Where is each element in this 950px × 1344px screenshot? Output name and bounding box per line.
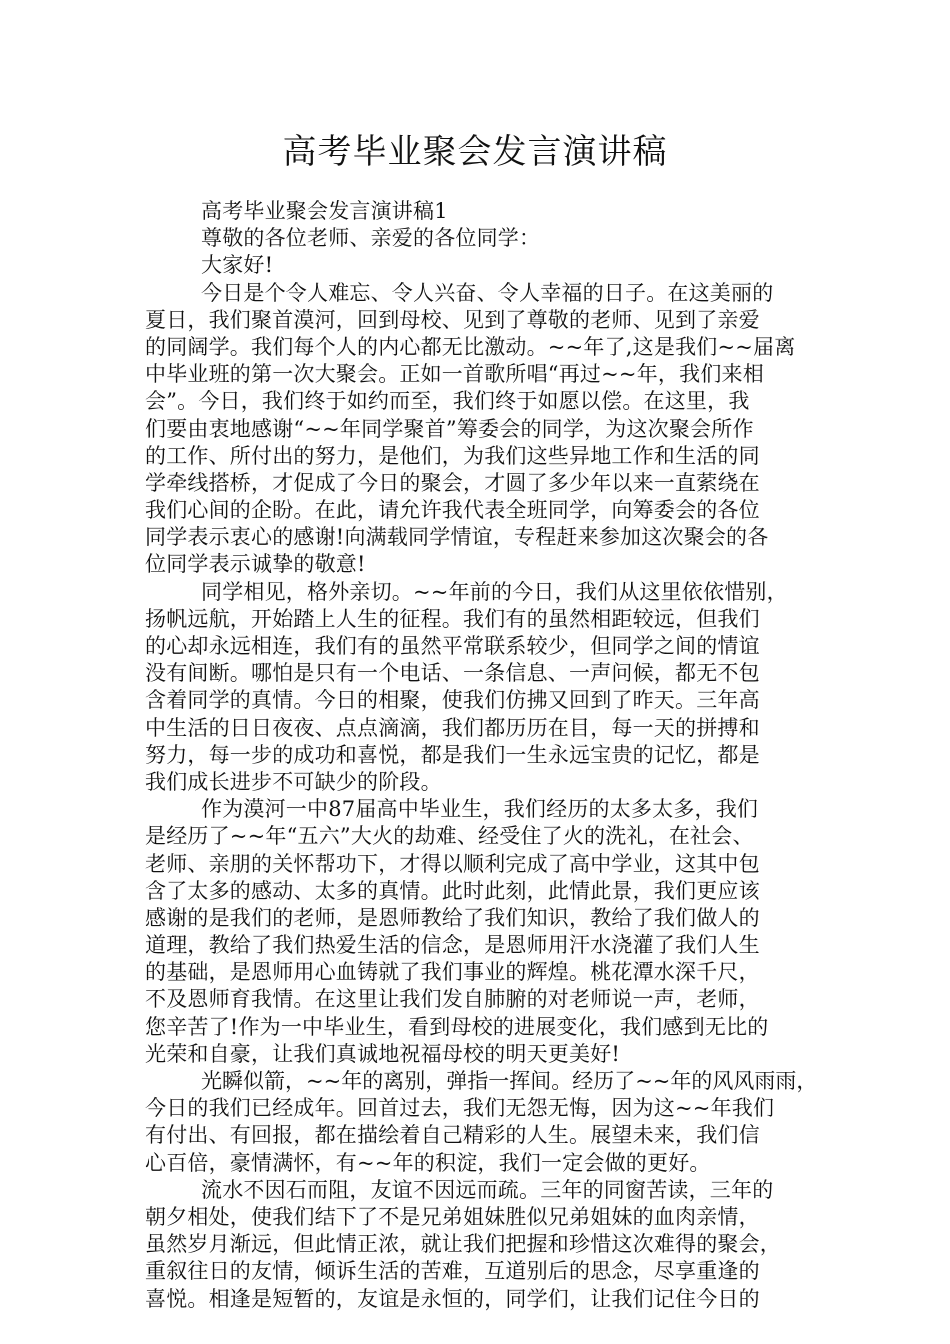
text-line: 心百倍，豪情满怀，有~~年的积淀，我们一定会做的更好。	[145, 1150, 711, 1175]
text-line: 虽然岁月渐远，但此情正浓，就让我们把握和珍惜这次难得的聚会，	[145, 1232, 781, 1257]
text-line: 是经历了~~年“五六”大火的劫难、经受住了火的洗礼，在社会、	[145, 824, 754, 849]
text-line: 您辛苦了!作为一中毕业生，看到母校的进展变化，我们感到无比的	[145, 1014, 769, 1039]
text-line: 的同阔学。我们每个人的内心都无比激动。~~年了,这是我们~~届离	[145, 334, 796, 359]
text-line: 扬帆远航，开始踏上人生的征程。我们有的虽然相距较远，但我们	[145, 606, 760, 631]
text-line: 道理，教给了我们热爱生活的信念，是恩师用汗水浇灌了我们人生	[145, 933, 760, 958]
text-line: 的基础，是恩师用心血铸就了我们事业的辉煌。桃花潭水深千尺，	[145, 960, 760, 985]
text-line: 中生活的日日夜夜、点点滴滴，我们都历历在目，每一天的拼搏和	[145, 715, 760, 740]
text-line: 含着同学的真情。今日的相聚，使我们仿拂又回到了昨天。三年高	[145, 688, 760, 713]
text-line: 尊敬的各位老师、亲爱的各位同学：	[201, 226, 541, 251]
text-line: 不及恩师育我情。在这里让我们发自肺腑的对老师说一声，老师，	[145, 987, 760, 1012]
text-line: 们要由衷地感谢“~~年同学聚首”筹委会的同学，为这次聚会所作	[145, 416, 754, 441]
text-line: 学牵线搭桥，才促成了今日的聚会，才圆了多少年以来一直萦绕在	[145, 470, 760, 495]
text-line: 夏日，我们聚首漠河，回到母校、见到了尊敬的老师、见到了亲爱	[145, 307, 760, 332]
text-line: 大家好!	[201, 253, 274, 278]
text-line: 有付出、有回报，都在描绘着自己精彩的人生。展望未来，我们信	[145, 1123, 760, 1148]
text-line: 我们心间的企盼。在此，请允许我代表全班同学，向筹委会的各位	[145, 498, 760, 523]
document-body	[145, 198, 817, 1313]
text-line: 同学表示衷心的感谢!向满载同学情谊，专程赶来参加这次聚会的各	[145, 525, 769, 550]
text-line: 的心却永远相连，我们有的虽然平常联系较少，但同学之间的情谊	[145, 634, 760, 658]
text-line: 含了太多的感动、太多的真情。此时此刻，此情此景，我们更应该	[145, 878, 760, 903]
text-line: 喜悦。相逢是短暂的，友谊是永恒的，同学们，让我们记住今日的	[145, 1286, 760, 1311]
text-line: 中毕业班的第一次大聚会。正如一首歌所唱“再过~~年，我们来相	[145, 362, 764, 387]
text-line: 今日的我们已经成年。回首过去，我们无怨无悔，因为这~~年我们	[145, 1096, 775, 1121]
text-line: 我们成长进步不可缺少的阶段。	[145, 769, 442, 794]
text-line: 光瞬似箭，~~年的离别，弹指一挥间。经历了~~年的风风雨雨，	[201, 1069, 818, 1093]
text-line: 今日是个令人难忘、令人兴奋、令人幸福的日子。在这美丽的	[201, 280, 774, 305]
text-line: 的工作、所付出的努力，是他们，为我们这些异地工作和生活的同	[145, 443, 760, 468]
text-line: 同学相见，格外亲切。~~年前的今日，我们从这里依依惜别，	[201, 579, 788, 604]
text-line: 会”。今日，我们终于如约而至，我们终于如愿以偿。在这里，我	[145, 389, 750, 414]
text-line: 作为漠河一中87届高中毕业生，我们经历的太多太多，我们	[201, 797, 759, 822]
text-line: 朝夕相处，使我们结下了不是兄弟姐妹胜似兄弟姐妹的血肉亲情，	[145, 1204, 760, 1229]
text-line: 感谢的是我们的老师，是恩师教给了我们知识，教给了我们做人的	[145, 905, 760, 930]
text-line: 光荣和自豪，让我们真诚地祝福母校的明天更美好!	[145, 1041, 621, 1066]
text-line: 没有间断。哪怕是只有一个电话、一条信息、一声问候，都无不包	[145, 661, 760, 686]
text-line: 位同学表示诚挚的敬意!	[145, 552, 366, 577]
text-line: 高考毕业聚会发言演讲稿1	[201, 199, 448, 223]
text-line: 流水不因石而阻，友谊不因远而疏。三年的同窗苦读，三年的	[201, 1177, 774, 1202]
document-title: 高考毕业聚会发言演讲稿	[282, 132, 668, 172]
text-line: 重叙往日的友情，倾诉生活的苦难，互道别后的思念，尽享重逢的	[145, 1259, 760, 1284]
text-line: 老师、亲朋的关怀帮功下，才得以顺利完成了高中学业，这其中包	[145, 851, 760, 876]
text-line: 努力，每一步的成功和喜悦，都是我们一生永远宝贵的记忆，都是	[145, 742, 760, 767]
